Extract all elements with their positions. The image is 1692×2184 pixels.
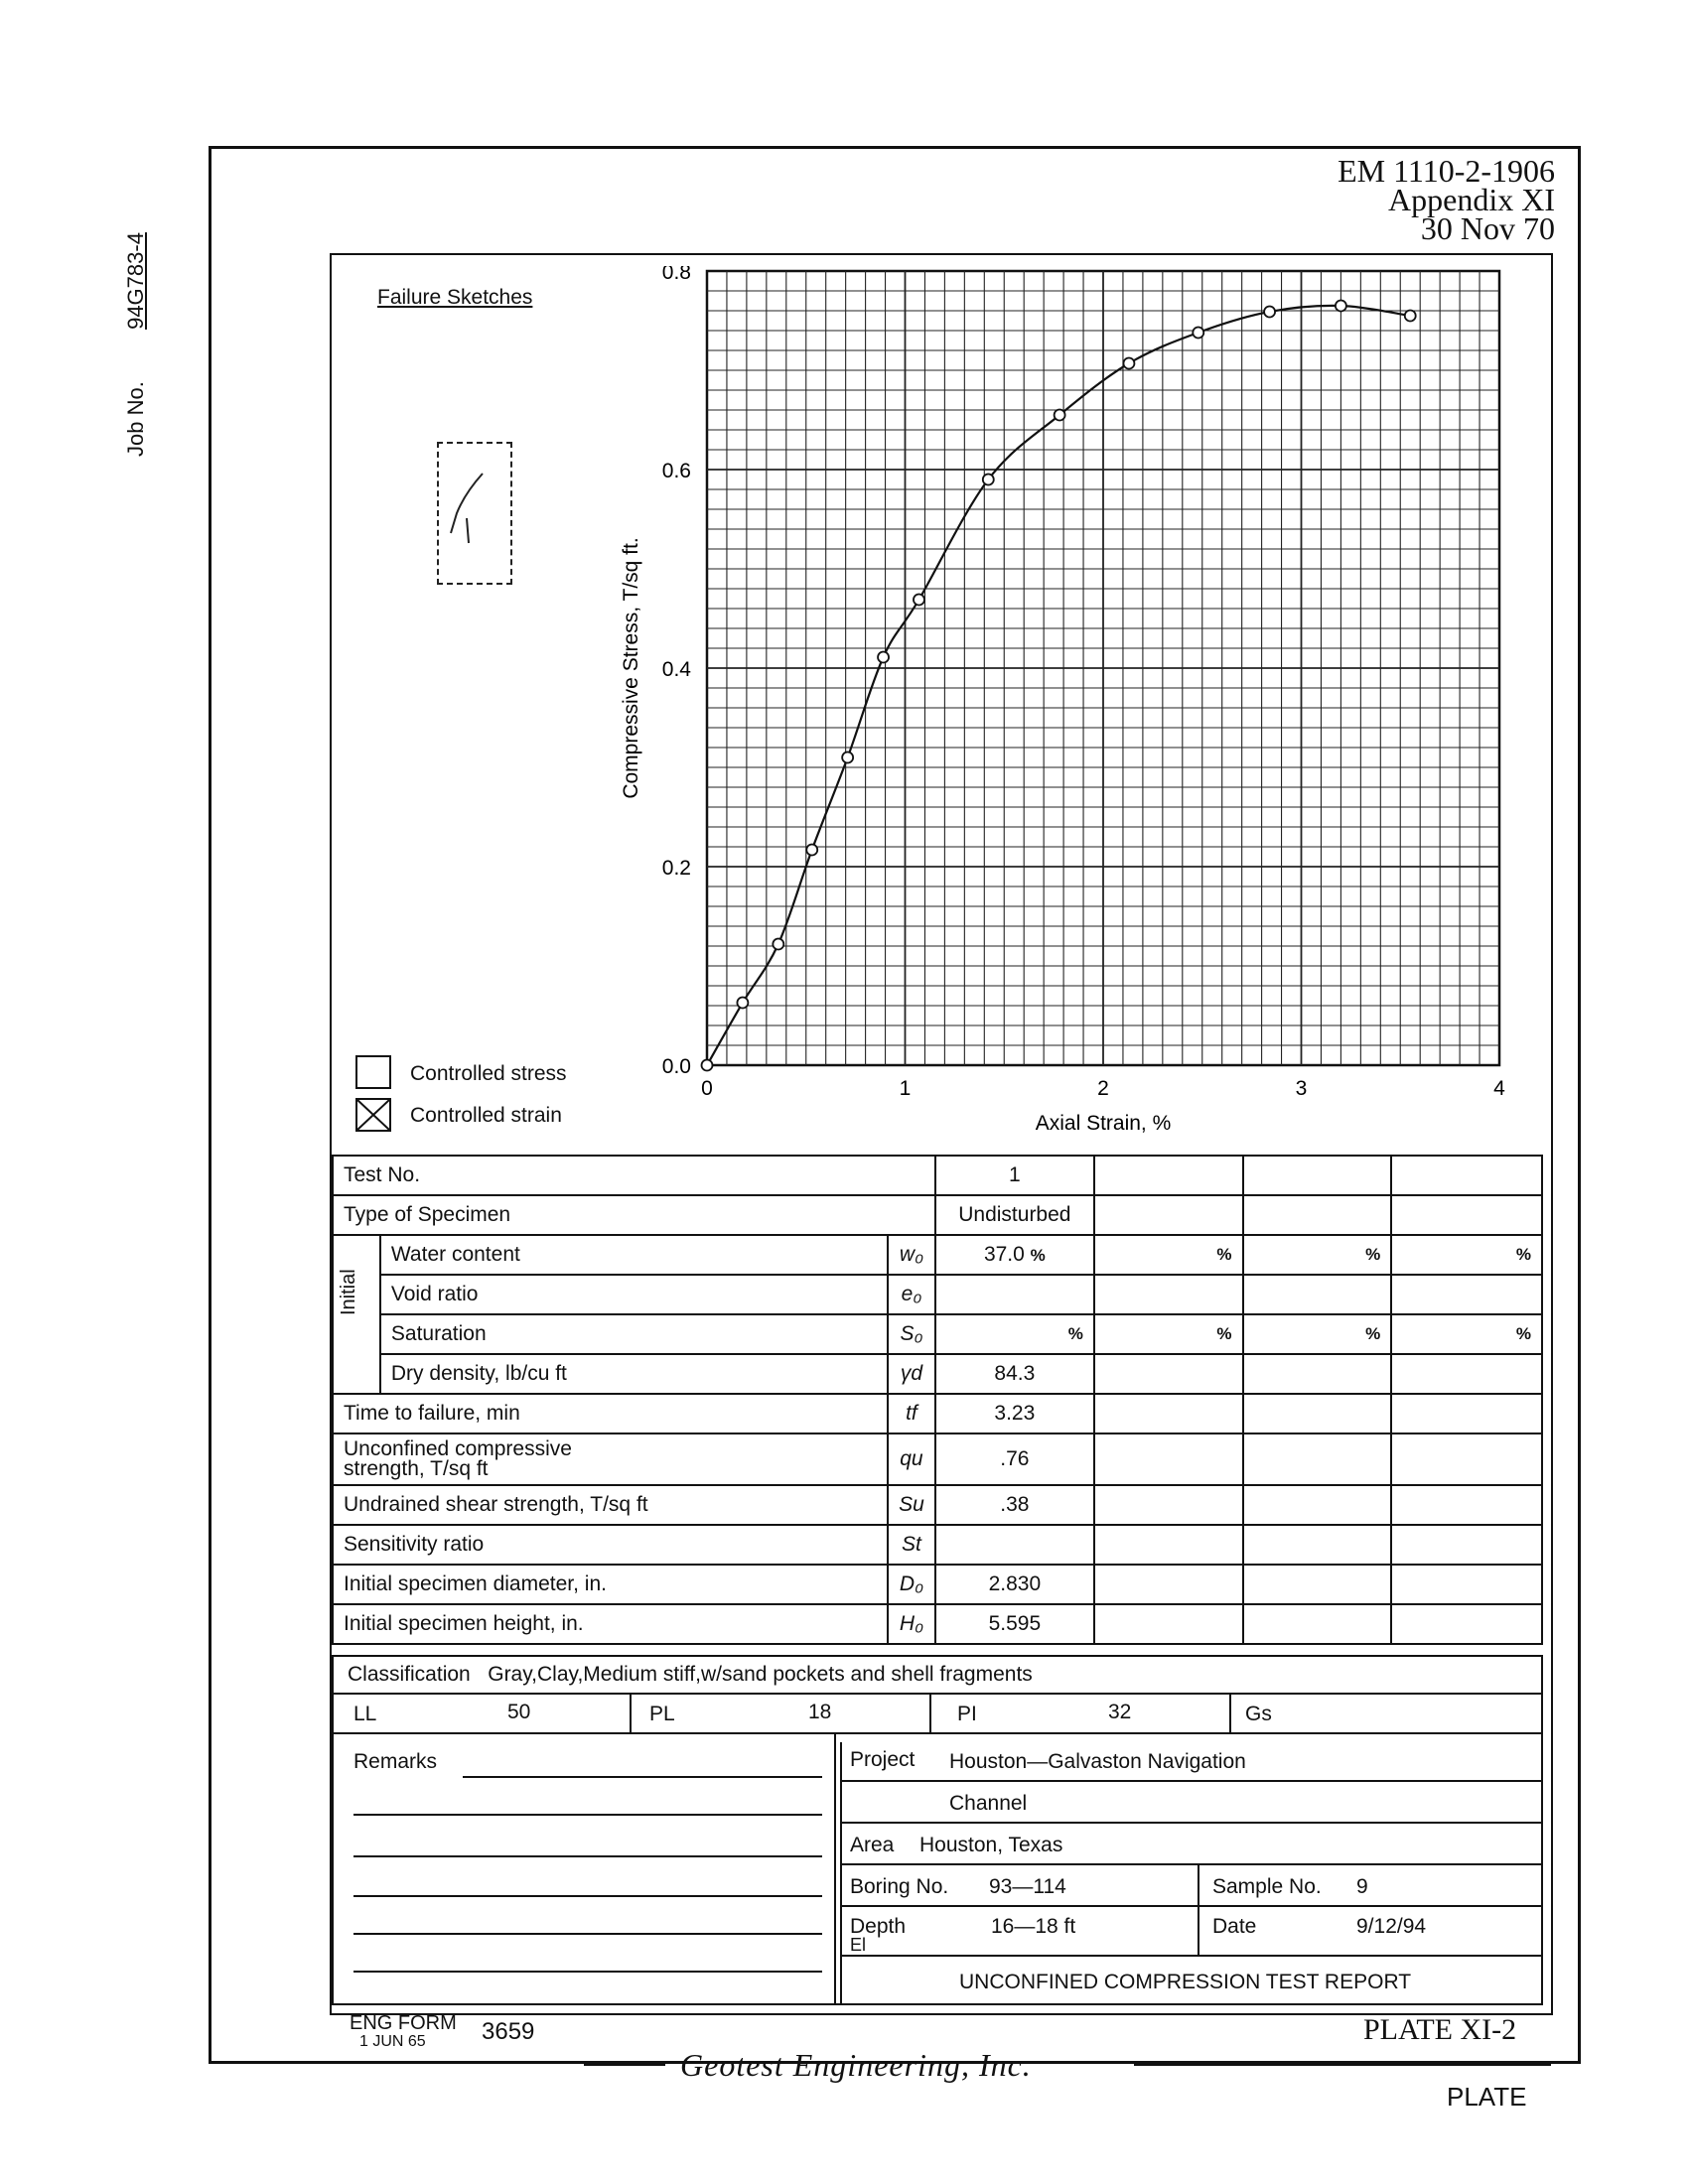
data-point (1336, 301, 1346, 312)
height-label: Initial specimen height, in. (333, 1604, 888, 1644)
table-row (333, 1156, 1542, 1195)
controlled-strain-label: Controlled strain (410, 1104, 562, 1127)
area-value: Houston, Texas (919, 1834, 1063, 1856)
job-number: 94G783-4 (123, 232, 148, 330)
depth-value: 16—18 ft (991, 1915, 1076, 1938)
x-tick-label: 3 (1295, 1077, 1308, 1100)
y-tick-label: 0.4 (661, 658, 691, 681)
data-point (1405, 311, 1416, 322)
boring-label: Boring No. (850, 1875, 949, 1898)
stress-strain-chart (616, 266, 1549, 1160)
dry-symbol: γd (888, 1354, 935, 1394)
shear-symbol: Su (888, 1485, 935, 1525)
ucs-label-1: Unconfined compressive (344, 1437, 572, 1460)
el-label: El (850, 1935, 867, 1955)
failure-sketch-drawing (439, 444, 510, 583)
shear-value: .38 (935, 1485, 1094, 1525)
data-point (983, 475, 994, 485)
eng-form-number: 3659 (482, 2018, 535, 2045)
water-value (935, 1235, 1094, 1275)
ucs-symbol: qu (888, 1433, 935, 1485)
classification-row (332, 1655, 1543, 1695)
sens-symbol: St (888, 1525, 935, 1565)
test-no-value: 1 (935, 1156, 1094, 1195)
water-number: 37.0 (983, 1243, 1025, 1266)
dry-label: Dry density, lb/cu ft (380, 1354, 888, 1394)
ll-value: 50 (507, 1701, 531, 1723)
sample-value: 9 (1356, 1875, 1368, 1898)
data-point (842, 752, 853, 763)
classification-value: Gray,Clay,Medium stiff,w/sand pockets and shell fragments (488, 1663, 1033, 1686)
pi-value: 32 (1108, 1701, 1132, 1723)
project-name-2: Channel (949, 1792, 1028, 1815)
height-value: 5.595 (935, 1604, 1094, 1644)
depth-label: Depth (850, 1915, 907, 1938)
x-axis-label: Axial Strain, % (1035, 1112, 1172, 1135)
sat-symbol: S₀ (888, 1314, 935, 1354)
water-label: Water content (380, 1235, 888, 1275)
height-symbol: H₀ (888, 1604, 935, 1644)
time-symbol: tf (888, 1394, 935, 1433)
boring-value: 93—114 (989, 1875, 1066, 1898)
diam-symbol: D₀ (888, 1565, 935, 1604)
job-label: Job No. (123, 381, 148, 457)
pct-cell: % (1243, 1314, 1392, 1354)
data-point (702, 1060, 713, 1071)
controlled-stress-label: Controlled stress (410, 1062, 567, 1085)
shear-label: Undrained shear strength, T/sq ft (333, 1485, 888, 1525)
table-row (333, 1565, 1542, 1604)
header-appendix: Appendix XI (1388, 182, 1555, 217)
type-value: Undisturbed (935, 1195, 1094, 1235)
plate-bottom-label: PLATE (1447, 2082, 1527, 2112)
time-value: 3.23 (935, 1394, 1094, 1433)
table-row (333, 1394, 1542, 1433)
data-point (1123, 358, 1134, 369)
table-row (333, 1314, 1542, 1354)
table-row (333, 1354, 1542, 1394)
header-em: EM 1110-2-1906 (1338, 153, 1555, 189)
ucs-label (333, 1433, 888, 1485)
date-label: Date (1212, 1915, 1257, 1938)
checkbox-x-icon (357, 1100, 389, 1130)
table-row (333, 1485, 1542, 1525)
project-name: Houston—Galvaston Navigation (949, 1750, 1246, 1773)
pct-cell: % (1391, 1314, 1542, 1354)
table-row (333, 1433, 1542, 1485)
company-name: Geotest Engineering, Inc. (680, 2047, 1032, 2083)
data-point (773, 939, 783, 950)
ucs-value: .76 (935, 1433, 1094, 1485)
data-point (737, 998, 748, 1009)
date-value: 9/12/94 (1356, 1915, 1427, 1938)
y-axis-label: Compressive Stress, T/sq ft. (620, 537, 642, 799)
type-label: Type of Specimen (333, 1195, 935, 1235)
initial-group (333, 1235, 380, 1394)
failure-sketches-title: Failure Sketches (377, 286, 533, 309)
initial-label: Initial (338, 1269, 359, 1315)
controlled-stress-checkbox (355, 1055, 391, 1089)
pi-label: PI (957, 1703, 977, 1725)
sample-label: Sample No. (1212, 1875, 1322, 1898)
remarks-label: Remarks (353, 1750, 438, 1773)
ucs-label-2: strength, T/sq ft (344, 1457, 489, 1480)
data-point (1193, 328, 1203, 339)
ll-label: LL (353, 1703, 377, 1725)
water-symbol: w₀ (888, 1235, 935, 1275)
sat-label: Saturation (380, 1314, 888, 1354)
x-tick-label: 0 (701, 1077, 713, 1100)
data-point (806, 845, 817, 856)
pl-label: PL (649, 1703, 675, 1725)
gs-label: Gs (1245, 1703, 1272, 1725)
header-date: 30 Nov 70 (1420, 210, 1555, 246)
failure-sketch (437, 442, 512, 585)
data-point (878, 652, 889, 663)
diam-value: 2.830 (935, 1565, 1094, 1604)
test-data-table (332, 1155, 1543, 1645)
y-tick-label: 0.8 (661, 266, 691, 284)
pl-value: 18 (808, 1701, 832, 1723)
limits-row (332, 1695, 1543, 1734)
classification-label: Classification (348, 1663, 471, 1686)
dry-value: 84.3 (935, 1354, 1094, 1394)
area-label: Area (850, 1834, 895, 1856)
y-tick-label: 0.6 (661, 460, 691, 482)
project-label: Project (850, 1748, 916, 1771)
test-no-label: Test No. (333, 1156, 935, 1195)
time-label: Time to failure, min (333, 1394, 888, 1433)
x-tick-label: 1 (899, 1077, 912, 1100)
data-point (914, 595, 924, 606)
pct-unit: % (1030, 1246, 1046, 1265)
table-row (333, 1235, 1542, 1275)
x-tick-label: 4 (1493, 1077, 1505, 1100)
pct-cell: % (1094, 1235, 1243, 1275)
pct-cell: % (935, 1314, 1094, 1354)
report-title: UNCONFINED COMPRESSION TEST REPORT (959, 1971, 1412, 1993)
table-row (333, 1195, 1542, 1235)
x-tick-label: 2 (1097, 1077, 1109, 1100)
data-point (1055, 410, 1065, 421)
pct-cell: % (1243, 1235, 1392, 1275)
table-row (333, 1525, 1542, 1565)
pct-cell: % (1391, 1235, 1542, 1275)
eng-form-label: ENG FORM (350, 2012, 457, 2034)
sens-label: Sensitivity ratio (333, 1525, 888, 1565)
void-symbol: e₀ (888, 1275, 935, 1314)
table-row (333, 1604, 1542, 1644)
controlled-strain-checkbox (355, 1098, 391, 1132)
remarks-project-block (332, 1734, 1543, 2005)
y-tick-label: 0.2 (661, 857, 691, 880)
diam-label: Initial specimen diameter, in. (333, 1565, 888, 1604)
void-label: Void ratio (380, 1275, 888, 1314)
data-point (1264, 307, 1275, 318)
eng-form-date: 1 JUN 65 (359, 2033, 426, 2050)
y-tick-label: 0.0 (661, 1055, 691, 1078)
job-number-label (123, 232, 149, 457)
plate-label: PLATE XI-2 (1363, 2013, 1517, 2046)
pct-cell: % (1094, 1314, 1243, 1354)
table-row (333, 1275, 1542, 1314)
